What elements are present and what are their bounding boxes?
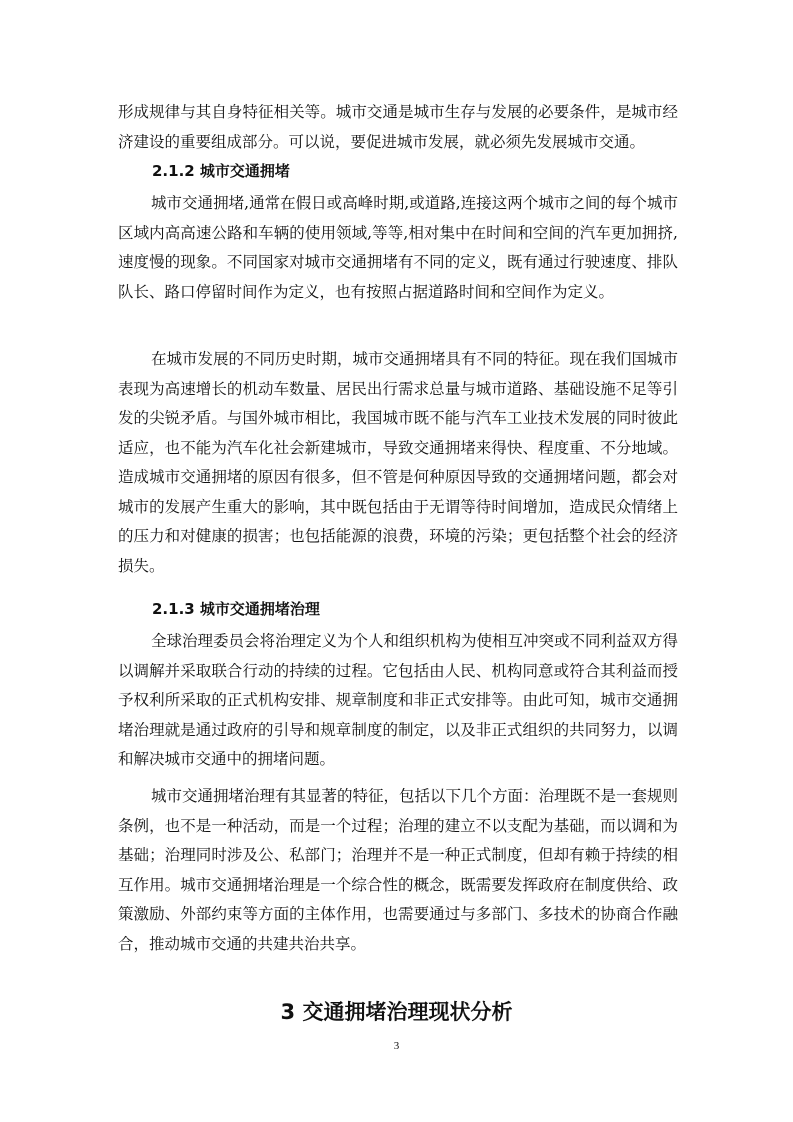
paragraph-congestion-features: 在城市发展的不同历史时期，城市交通拥堵具有不同的特征。现在我们国城市表现为高速增长的机动车数量、居民出行需求总量与城市道路、基础设施不足等引发的尖锐矛盾。与国外城市相比，我国城市既不能与汽车工业技术发展的同时彼此适应，也不能为汽车化社会新建城市，导致交通拥堵来得快、程度重、不分地域。造成城市交通拥堵的原因有很多，但不管是何种原因导致的交通拥堵问题，都会对城市的发展产生重大的影响，其中既包括由于无谓等待时间增加，造成民众情绪上的压力和对健康的损害；也包括能源的浪费，环境的污染；更包括整个社会的经济损失。 (118, 350, 679, 575)
paragraph-continuation: 形成规律与其自身特征相关等。城市交通是城市生存与发展的必要条件，是城市经济建设的重要组成部分。可以说，要促进城市发展，就必须先发展城市交通。 (118, 103, 678, 151)
page-number: 3 (393, 1040, 400, 1052)
chapter-title: 3 交通拥堵治理现状分析 (280, 1000, 513, 1024)
paragraph-congestion-definition: 城市交通拥堵,通常在假日或高峰时期,或道路,连接这两个城市之间的每个城市区域内高高速公路和车辆的使用领域,等等,相对集中在时间和空间的汽车更加拥挤,速度慢的现象。不同国家对城市交通拥堵有不同的定义，既有通过行驶速度、排队队长、路口停留时间作为定义，也有按照占据道路时间和空间作为定义。 (118, 194, 678, 301)
section-heading-2-1-3: 2.1.3 城市交通拥堵治理 (152, 600, 320, 618)
section-heading-2-1-2: 2.1.2 城市交通拥堵 (152, 162, 290, 180)
paragraph-governance-definition: 全球治理委员会将治理定义为个人和组织机构为使相互冲突或不同利益双方得以调解并采取联合行动的持续的过程。它包括由人民、机构同意或符合其利益而授予权利所采取的正式机构安排、规章制度和非正式安排等。由此可知，城市交通拥堵治理就是通过政府的引导和规章制度的制定，以及非正式组织的共同努力，以调和解决城市交通中的拥堵问题。 (118, 632, 679, 768)
paragraph-governance-features: 城市交通拥堵治理有其显著的特征，包括以下几个方面：治理既不是一套规则条例，也不是一种活动，而是一个过程；治理的建立不以支配为基础，而以调和为基础；治理同时涉及公、私部门；治理并不是一种正式制度，但却有赖于持续的相互作用。城市交通拥堵治理是一个综合性的概念，既需要发挥政府在制度供给、政策激励、外部约束等方面的主体作用，也需要通过与多部门、多技术的协商合作融合，推动城市交通的共建共治共享。 (118, 787, 679, 953)
